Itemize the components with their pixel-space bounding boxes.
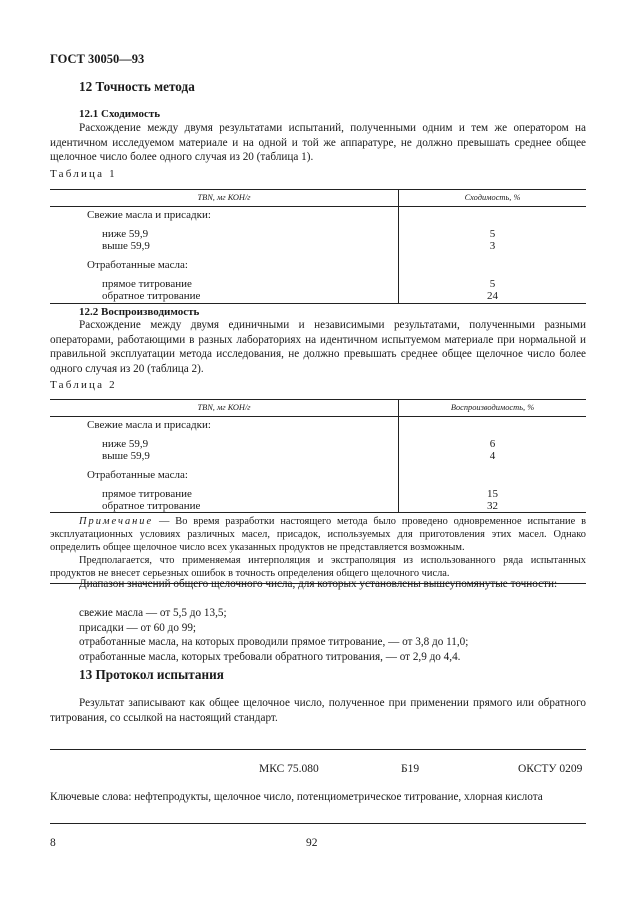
table-2-note: Примечание — Во время разработки настоящего метода было проведено одновременное испытание в эксплуатационных условиях различных масел, присадок, используемых для приготовления этих масел. Однако определить общее щелочное число всех указанных продуктов не представляется возможным. Предполагается, что применяемая интерполяция и экстраполяция из использованного ряда испытанных продуктов не внесет серьезных ошибок в точность определения общего щелочного числа. bbox=[50, 513, 586, 584]
subsection-12-2-text: Расхождение между двумя единичными и независимыми результатами, полученными разными операторами, работающими в разных лабораториях на идентичном испытуемом материале при нормальной и правильной эксплуатации метода исследования, не должно превышать среднее общее щелочное число более одного случая из 20 (таблица 2). bbox=[50, 319, 586, 375]
section-13-text: Результат записывают как общее щелочное число, полученное при применении прямого или обратного титрования, со ссылкой на настоящий стандарт. bbox=[50, 697, 586, 724]
section-12-title: 12 Точность метода bbox=[79, 79, 195, 94]
table-2-group-used: Отработанные масла: bbox=[50, 469, 399, 481]
section-13-title: 13 Протокол испытания bbox=[79, 667, 224, 682]
list-item: присадки — от 60 до 99; bbox=[79, 621, 197, 634]
range-list bbox=[50, 606, 586, 664]
table-row: выше 59,9 3 bbox=[50, 240, 586, 252]
list-item: отработанные масла, на которых проводили прямое титрование, — от 3,8 до 11,0; bbox=[79, 636, 469, 649]
table-row: выше 59,9 4 bbox=[50, 450, 586, 462]
table-1-col2-header: Сходимость, % bbox=[399, 190, 587, 207]
table-1-group-fresh: Свежие масла и присадки: bbox=[50, 207, 399, 222]
footer-divider-bottom bbox=[50, 823, 586, 824]
table-row: обратное титрование 32 bbox=[50, 500, 586, 513]
table-2-label: Таблица 2 bbox=[50, 379, 117, 391]
table-row: обратное титрование 24 bbox=[50, 290, 586, 304]
list-item: свежие масла — от 5,5 до 13,5; bbox=[79, 607, 227, 619]
range-text: Диапазон значений общего щелочного числа, для которых установлены вышеупомянутые точности: bbox=[79, 578, 558, 590]
page-number-center: 92 bbox=[306, 837, 318, 849]
table-row: прямое титрование 15 bbox=[50, 488, 586, 500]
page-number-left: 8 bbox=[50, 837, 56, 849]
table-2 bbox=[50, 399, 586, 584]
footer-divider bbox=[50, 749, 586, 750]
subsection-12-2-title: 12.2 Воспроизводимость bbox=[79, 306, 200, 318]
table-2-group-fresh: Свежие масла и присадки: bbox=[50, 417, 399, 432]
table-row: прямое титрование 5 bbox=[50, 278, 586, 290]
footer-mks: МКС 75.080 bbox=[259, 763, 319, 775]
table-2-col2-header: Воспроизводимость, % bbox=[399, 400, 587, 417]
subsection-12-1-text: Расхождение между двумя результатами испытаний, полученными одним и тем же оператором на идентичном исследуемом материале и на одной и той же аппаратуре, не должно превышать среднее общее щелочное число более одного случая из 20 (таблица 1). bbox=[50, 122, 586, 164]
document-header: ГОСТ 30050—93 bbox=[50, 52, 145, 66]
footer-b: Б19 bbox=[401, 763, 420, 775]
footer-okstu: ОКСТУ 0209 bbox=[518, 763, 583, 775]
table-1 bbox=[50, 189, 586, 304]
table-row: ниже 59,9 5 bbox=[50, 228, 586, 240]
table-2-col1-header: TBN, мг КОН/г bbox=[50, 400, 399, 417]
note-label: Примечание bbox=[79, 516, 154, 527]
table-1-group-used: Отработанные масла: bbox=[50, 259, 399, 271]
list-item: отработанные масла, которых требовали обратного титрования, — от 2,9 до 4,4. bbox=[79, 650, 461, 663]
subsection-12-1-title: 12.1 Сходимость bbox=[79, 108, 161, 120]
table-row: ниже 59,9 6 bbox=[50, 438, 586, 450]
footer-keywords: Ключевые слова: нефтепродукты, щелочное число, потенциометрическое титрование, хлорная кислота bbox=[50, 791, 543, 803]
table-1-col1-header: TBN, мг КОН/г bbox=[50, 190, 399, 207]
table-1-label: Таблица 1 bbox=[50, 168, 117, 180]
